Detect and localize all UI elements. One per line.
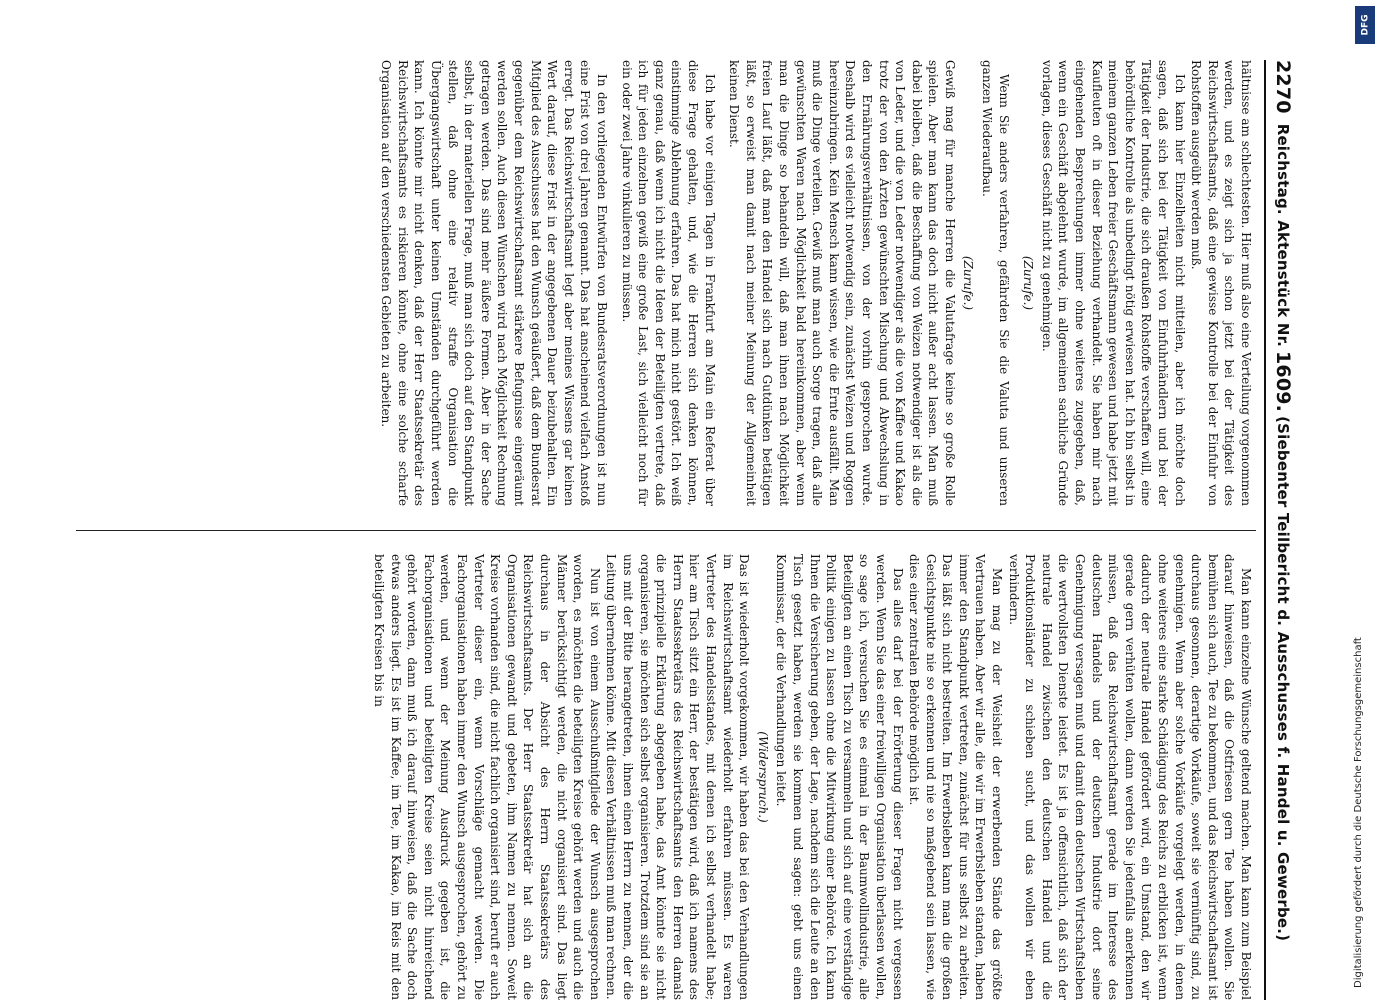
paragraph: Ich habe vor einigen Tagen in Frankfurt am Main ein Referat über diese Frage gehalten, und, wie die Herren sich denken können, einstimmige Ablehnung erfahren. Das hat mich nicht gestört. Ich weiß ganz genau, daß wenn ich nicht die Ideen der Beteiligten vertrete, daß ich für jeden einzelnen gewiß eine große Last, sich vielleicht noch für ein oder zwei Jahre vinkulieren zu müssen. bbox=[619, 60, 717, 506]
page-header bbox=[1264, 60, 1300, 1000]
document-number: 1609. bbox=[1272, 351, 1294, 413]
paragraph: Gewiß mag für manche Herren die Valutafrage keine so große Rolle spielen. Aber man kann das doch nicht außer acht lassen. Man muß dabei bleiben, daß die Beschaffung von Weizen notwendiger ist als die von Leder, und die von Leder notwendiger als die von Kaffee und Kakao trotz der von den Ärzten gewünschten Mischung und Abwechslung in den Ernährungsverhältnissen, von der vorhin gesprochen wurde. Deshalb wird es vielleicht notwendig sein, zunächst Weizen und Roggen hereinzubringen. Kein Mensch kann wissen, wie die Ernte ausfällt. Man muß die Dinge verteilen. Gewiß muß man auch Sorge tragen, daß alle gewünschten Waren nach Möglichkeit bald hereinkommen, aber wenn man die Dinge so behandeln will, daß man ihnen nach Möglichkeit freien Lauf läßt, daß man den Handel sich nach Gutdünken betätigen läßt, so erweist man damit nach meiner Meinung der Allgemeinheit keinen Dienst. bbox=[727, 60, 957, 506]
paragraph: Man mag zu der Weisheit der erwerbenden Stände das größte Vertrauen haben. Aber wir alle, die wir im Erwerbsleben standen, haben immer den Standpunkt vertreten, zunächst für uns selbst zu arbeiten. Das läßt sich nicht bestreiten. Im Erwerbsleben kann man die großen Gesichtspunkte nie so erkennen und nie so maßgebend sein lassen, wie dies einer zentralen Behörde möglich ist. bbox=[907, 554, 1005, 1000]
paragraph: Wenn Sie anders verfahren, gefährden Sie die Valuta und unseren ganzen Wiederaufbau. bbox=[980, 60, 1011, 506]
dfg-badge-text: DFG bbox=[1360, 14, 1371, 36]
right-text-column bbox=[371, 554, 1254, 1000]
paragraph: Ich kann hier Einzelheiten nicht mitteilen, aber ich möchte doch sagen, daß sich bei der Tätigkeit von Einfuhrhändlern und bei der Tätigkeit der Industrie, die sich draußen Rohstoffe verschaffen will, eine behördliche Kontrolle als unbedingt nötig erwiesen hat. Ich bin selbst in meinem ganzen Leben freier Geschäftsmann gewesen und habe jetzt mit Kaufleuten oft in dieser Beziehung verhandelt. Sie haben mir nach eingehenden Besprechungen immer ohne weiteres zugegeben, daß, wenn ein Geschäft abgelehnt wurde, im allgemeinen sachliche Gründe vorlagen, dieses Geschäft nicht zu genehmigen. bbox=[1039, 60, 1187, 506]
paragraph: Das ist wiederholt vorgekommen, wir haben das bei den Verhandlungen im Reichswirtschaftsamt wiederholt erfahren müssen. Es waren Vertreter des Handelsstandes, mit denen ich selbst verhandelt habe; hier am Tisch sitzt ein Herr, der bestätigen wird, daß ich namens des Herrn Staatssekretärs des Reichswirtschaftsamts den Herren damals die prinzipielle Erklärung abgegeben habe, das Amt könnte sie nicht organisieren, sie möchten sich selbst organisieren. Trotzdem sind sie an uns mit der Bitte herangetreten, ihnen einen Herrn zu nennen, der die Leitung übernehmen könne. Mit diesen Verhältnissen muß man rechnen. bbox=[604, 554, 752, 1000]
header-title-left: Reichstag. Aktenstück Nr. bbox=[1274, 123, 1292, 347]
interjection: (Zurufe.) bbox=[1021, 255, 1036, 311]
page-number: 2270 bbox=[1272, 60, 1294, 114]
paragraph: In den vorliegenden Entwürfen von Bundesratsverordnungen ist nun eine Frist von drei Jahren genannt. Das hat anscheinend vielfach Anstoß erregt. Das Reichswirtschaftsamt legt aber meines Wissens gar keinen Wert darauf, diese Frist in der angegebenen Dauer beizubehalten. Ein Mitglied des Ausschusses hat den Wunsch geäußert, daß dem Bundesrat gegenüber dem Reichswirtschaftsamt stärkere Befugnisse eingeräumt werden sollen. Auch diesen Wünschen wird nach Möglichkeit Rechnung getragen werden. Das sind mehr äußere Formen. Aber in der Sache selbst, in der materiellen Frage, muß man sich doch auf den Standpunkt stellen, daß ohne eine relativ straffe Organisation die Übergangswirtschaft unter keinen Umständen durchgeführt werden kann. Ich könnte mir nicht denken, daß der Herr Staatssekretär des Reichswirtschaftsamts es riskieren könnte, ohne eine solche scharfe Organisation auf den verschiedensten Gebieten zu arbeiten. bbox=[379, 60, 610, 506]
rotated-document-page bbox=[70, 60, 1300, 1000]
header-title-right: (Siebenter Teilbericht d. Ausschusses f. Handel u. Gewerbe.) bbox=[1274, 416, 1292, 942]
credit-text: Digitalisierung gefördert durch die Deutsche Forschungsgemeinschaft bbox=[1353, 637, 1364, 988]
paragraph: Man kann einzelne Wünsche geltend machen. Man kann zum Beispiel darauf hinweisen, daß die Ostfriesen gern Tee haben wollen. Sie bemühen sich auch, Tee zu bekommen, und das Reichswirtschaftsamt ist durchaus gesonnen, derartige Vorkäufe, soweit sie vernünftig sind, zu genehmigen. Wenn aber solche Vorkäufe vorgelegt werden, in denen ohne weiteres eine starke Schädigung des Reichs zu erblicken ist, wenn dadurch der neutrale Handel gefördert wird, ein Umstand, den wir gerade gern verhüten wollen, dann werden Sie jedenfalls anerkennen müssen, daß das Reichswirtschaftsamt gerade im Interesse des deutschen Handels und der deutschen Industrie dort seine Genehmigung versagen muß und damit dem deutschen Wirtschaftsleben die wertvollsten Dienste leistet. Es ist ja offensichtlich, daß sich der neutrale Handel zwischen den deutschen Handel und die Produktionsländer zu schieben sucht, und das wollen wir eben verhindern. bbox=[1006, 554, 1253, 1000]
paragraph: Nun ist von einem Ausschußmitgliede der Wunsch ausgesprochen worden, es möchten die beteiligten Kreise gehört werden und auch die Männer berücksichtigt werden, die nicht organisiert sind. Das liegt durchaus in der Absicht des Herrn Staatssekretärs des Reichswirtschaftsamts. Der Herr Staatssekretär hat sich an die Organisationen gewandt und gebeten, ihm Namen zu nennen. Soweit Kreise vorhanden sind, die nicht fachlich organisiert sind, beruft er auch Vertreter dieser ein, wenn Vorschläge gemacht werden. Die Fachorganisationen haben immer den Wunsch ausgesprochen, gehört zu werden, und wenn der Meinung Ausdruck gegeben ist, die Fachorganisationen und beteiligten Kreise seien nicht hinreichend gehört worden, dann muß ich darauf hinweisen, daß die Sache doch etwas anders liegt. Es ist im Kaffee, im Tee, im Kakao, im Reis mit den beteiligten Kreisen bis in bbox=[372, 554, 602, 1000]
column-divider bbox=[76, 530, 1256, 531]
interjection: (Widerspruch.) bbox=[755, 731, 770, 823]
paragraph: hältnisse am schlechtesten. Hier muß also eine Verteilung vorgenommen werden, und es zeigt sich ja schon jetzt bei der Tätigkeit des Reichswirtschaftsamts, daß eine gewisse Kontrolle bei der Einfuhr von Rohstoffen ausgeübt werden muß. bbox=[1189, 60, 1253, 506]
interjection: (Zurufe.) bbox=[961, 255, 976, 311]
digitization-credit bbox=[1353, 8, 1377, 988]
left-text-column bbox=[378, 60, 1254, 506]
paragraph: Das alles darf bei der Erörterung dieser Fragen nicht vergessen werden. Wenn Sie das einer freiwilligen Organisation überlassen wollen, so sage ich, versuchen Sie es einmal in der Baumwollindustrie, alle Beteiligten an einen Tisch zu versammeln und sich auf eine verständige Politik einigen zu lassen ohne die Mitwirkung einer Behörde. Ich kann Ihnen die Versicherung geben, der Lage, nachdem sich die Leute an den Tisch gesetzt haben, werden sie kommen und sagen: gebt uns einen Kommissar, der die Verhandlungen leitet. bbox=[774, 554, 905, 1000]
